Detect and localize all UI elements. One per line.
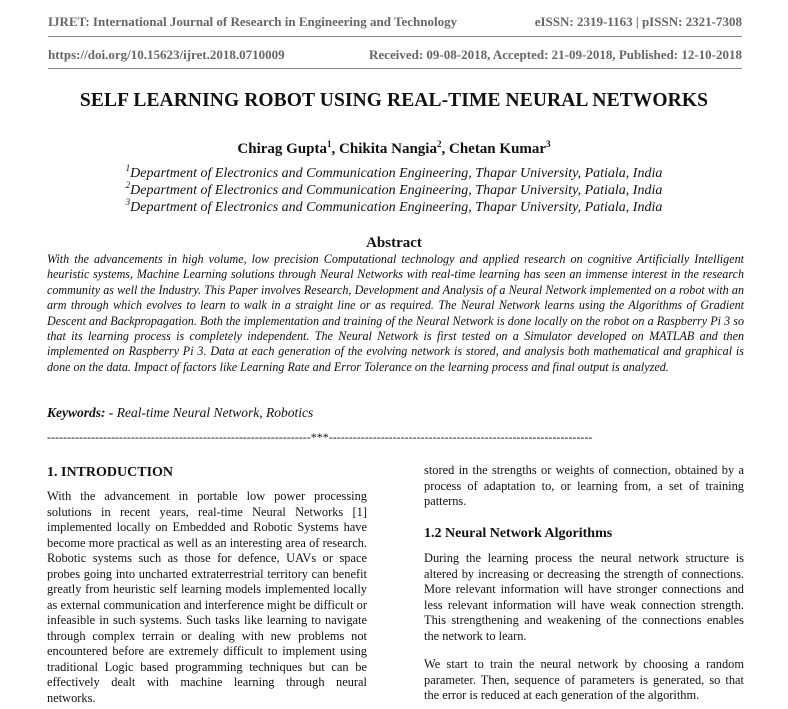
algorithms-text-2	[424, 657, 744, 704]
doi: https://doi.org/10.15623/ijret.2018.0710009	[48, 47, 285, 62]
keywords	[47, 405, 313, 421]
paragraph: During the learning process the neural network structure is altered by increasing or decreasing the strength of connections. More relevant information will have stronger connections and less relevant information will have weak connection strength. This strengthening and weakening of the connections enables the network to learn.	[424, 551, 744, 643]
doi-line	[48, 47, 742, 63]
keywords-label: Keywords: -	[47, 405, 114, 420]
author: Chikita Nangia$^2$	[339, 139, 442, 157]
header-rule	[48, 36, 742, 37]
author-list: Chirag Gupta$^1$, Chikita Nangia$^2$, Chetan Kumar$^3$	[237, 139, 551, 157]
affiliations	[0, 165, 788, 216]
journal-name: IJRET: International Journal of Research in Engineering and Technology	[48, 14, 458, 29]
algorithms-text	[424, 551, 744, 644]
issn: eISSN: 2319-1163 | pISSN: 2321-7308	[534, 14, 742, 29]
author: Chirag Gupta$^1$	[237, 139, 332, 157]
paper-title: SELF LEARNING ROBOT USING REAL-TIME NEURAL NETWORKS	[79, 90, 709, 111]
running-header	[48, 14, 742, 30]
author: Chetan Kumar$^3$	[448, 139, 551, 157]
introduction-text	[47, 489, 367, 706]
column-continued-text	[424, 463, 744, 510]
doi-rule	[48, 68, 742, 69]
affiliation: $^3$Department of Electronics and Communication Engineering, Thapar University, Patiala, India	[125, 197, 663, 215]
paragraph: With the advancement in portable low power processing solutions in recent years, real-time Neural Networks [1] implemented locally on Embedded and Robotic Systems have become more practical as well as an interesting area of research. Robotic systems such as those for defence, UAVs or space probes going into uncharted extraterrestrial territory can benefit greatly from heuristic self learning models implemented locally as external communication and interference might be difficult or infeasible in such systems. Such tasks like learning to navigate through complex terrain or dealing with new problems not encountered before are extremely difficult to implement using traditional Logic based programming techniques but can be effectively dealt with machine learning through neural networks.	[47, 489, 367, 705]
publication-dates: Received: 09-08-2018, Accepted: 21-09-2018, Published: 12-10-2018	[369, 47, 742, 62]
affiliation: $^1$Department of Electronics and Communication Engineering, Thapar University, Patiala, India	[125, 163, 663, 181]
paragraph: We start to train the neural network by choosing a random parameter. Then, sequence of parameters is generated, so that the error is reduced at each generation of the algorithm.	[424, 657, 744, 702]
paragraph: stored in the strengths or weights of connection, obtained by a process of adaptation to, or learning from, a set of training patterns.	[424, 463, 744, 508]
section-heading-algorithms: 1.2 Neural Network Algorithms	[424, 526, 613, 541]
keywords-text: Real-time Neural Network, Robotics	[116, 405, 314, 420]
abstract-text: With the advancements in high volume, low precision Computational technology and applied research on cognitive Artificially Intelligent heuristic systems, Machine Learning solutions through Neural Networks with real-time learning has seen an immense interest in the research community as well the Industry. This Paper involves Research, Development and Analysis of a Neural Network implemented on a robot with an arm through which evolves to learn to walk in a straight line or as required. The Neural Network learns using the Algorithms of Gradient Descent and Backpropagation. Both the implementation and training of the Neural Network is done locally on the robot on a Raspberry Pi 3 so that its learning process is completely independent. The Neural Network is first tested on a Simulator developed on MATLAB and then implemented on Raspberry Pi 3. Data at each generation of the evolving network is stored, and analysis both mathematical and graphical is done on the data. Impact of factors like Learning Rate and Error Tolerance on the learning process and final output is analyzed.	[47, 252, 744, 374]
abstract-heading: Abstract	[366, 235, 422, 251]
affiliation: $^2$Department of Electronics and Communication Engineering, Thapar University, Patiala, India	[125, 180, 663, 198]
section-heading-introduction: 1. INTRODUCTION	[47, 465, 174, 480]
section-separator: ------------------------------------------------------------------***------------------------------------------------------------------	[47, 430, 593, 444]
